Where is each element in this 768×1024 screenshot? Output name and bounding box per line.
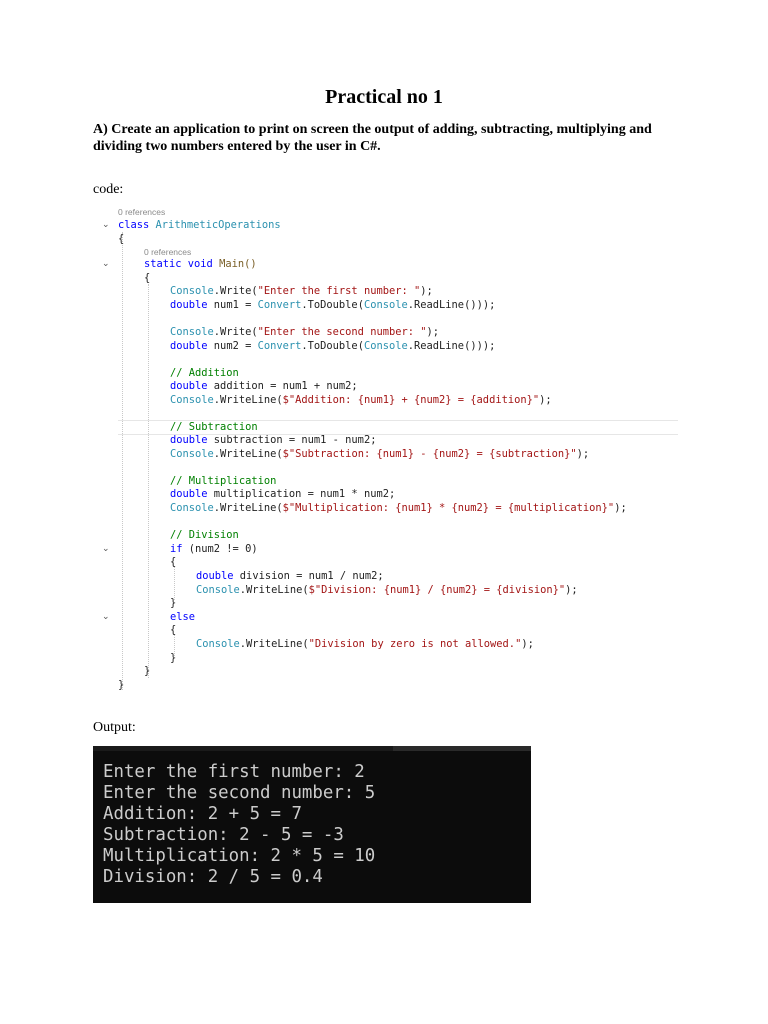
terminal-line: Enter the second number: 5 [103,783,376,803]
code-line: Console.Write("Enter the second number: "); [170,326,440,338]
code-line: } [118,679,125,691]
indent-guide [148,284,149,678]
code-line: { [170,556,177,568]
code-line: Console.WriteLine($"Subtraction: {num1} - {num2} = {subtraction}"); [170,448,590,460]
code-line: double addition = num1 + num2; [170,380,358,392]
page-title: Practical no 1 [325,86,443,108]
output-label: Output: [93,720,136,735]
code-line: { [170,624,177,636]
indent-guide [174,566,175,600]
code-comment: // Division [170,529,239,541]
code-comment: // Multiplication [170,475,277,487]
code-line: } [170,652,177,664]
terminal-line: Addition: 2 + 5 = 7 [103,804,302,824]
terminal-line: Subtraction: 2 - 5 = -3 [103,825,344,845]
code-comment: // Addition [170,367,239,379]
code-line: class ArithmeticOperations [118,219,281,231]
code-line: else [170,611,196,623]
codelens-references[interactable]: 0 references [118,207,166,217]
code-line: { [144,272,151,284]
code-line: } [170,597,177,609]
terminal-titlebar [93,746,531,751]
code-line: Console.WriteLine("Division by zero is not allowed."); [196,638,534,650]
code-line: double subtraction = num1 - num2; [170,434,377,446]
code-line: if (num2 != 0) [170,543,258,555]
code-line: double num2 = Convert.ToDouble(Console.ReadLine())); [170,340,496,352]
code-comment: // Subtraction [170,421,258,433]
code-line: double multiplication = num1 * num2; [170,488,396,500]
chevron-down-icon[interactable]: ⌄ [102,612,110,622]
question-line: dividing two numbers entered by the user in C#. [93,139,381,154]
code-line: Console.WriteLine($"Division: {num1} / {num2} = {division}"); [196,584,578,596]
code-line: static void Main() [144,258,257,270]
code-line: Console.WriteLine($"Multiplication: {num1} * {num2} = {multiplication}"); [170,502,627,514]
code-line: Console.Write("Enter the first number: "); [170,285,433,297]
question-line: A) Create an application to print on screen the output of adding, subtracting, multiplying and [93,122,652,137]
terminal-line: Enter the first number: 2 [103,762,365,782]
code-line: } [144,665,151,677]
indent-guide [122,232,123,690]
question-text [93,121,653,155]
code-line: { [118,233,125,245]
chevron-down-icon[interactable]: ⌄ [102,220,110,230]
code-line: double division = num1 / num2; [196,570,384,582]
terminal-line: Multiplication: 2 * 5 = 10 [103,846,376,866]
terminal-tab [393,746,531,751]
code-line: Console.WriteLine($"Addition: {num1} + {num2} = {addition}"); [170,394,552,406]
terminal-line: Division: 2 / 5 = 0.4 [103,867,323,887]
code-screenshot [96,204,680,698]
chevron-down-icon[interactable]: ⌄ [102,544,110,554]
codelens-references[interactable]: 0 references [144,247,192,257]
terminal-output [93,746,531,903]
chevron-down-icon[interactable]: ⌄ [102,259,110,269]
code-line: double num1 = Convert.ToDouble(Console.ReadLine())); [170,299,496,311]
code-label: code: [93,182,124,197]
